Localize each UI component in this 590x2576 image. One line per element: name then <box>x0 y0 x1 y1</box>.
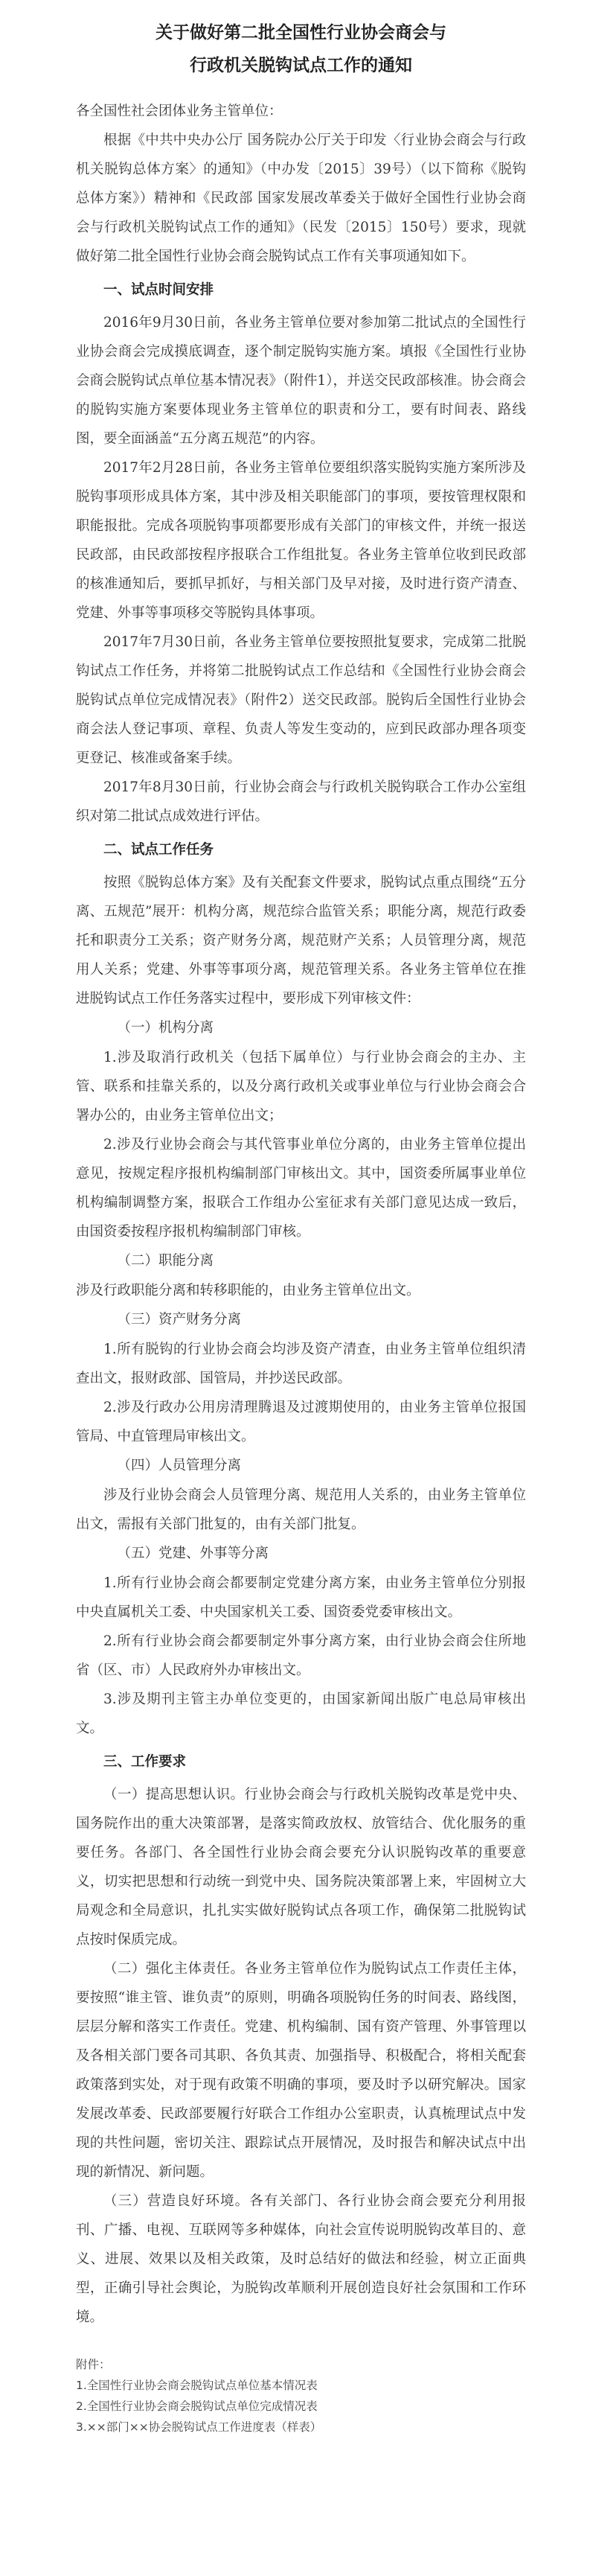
paragraph: 3.涉及期刊主管主办单位变更的，由国家新闻出版广电总局审核出文。 <box>76 1692 526 1736</box>
paragraph: 2.所有行业协会商会都要制定外事分离方案，由行业协会商会住所地省（区、市）人民政府外办审核出文。 <box>76 1633 526 1678</box>
subsection-heading: （三）资产财务分离 <box>117 1312 242 1327</box>
attachment-item[interactable]: 2.全国性行业协会商会脱钩试点单位完成情况表 <box>76 2400 318 2413</box>
paragraph: 2.涉及行业协会商会与其代管事业单位分离的，由业务主管单位提出意见，按规定程序报机构编制部门审核出文。其中，国资委所属事业单位机构编制调整方案，报联合工作组办公室征求有关部门意见达成一致后，由国资委按程序报机构编制部门审核。 <box>76 1137 526 1240</box>
paragraph: 1.所有行业协会商会都要制定党建分离方案，由业务主管单位分别报中央直属机关工委、中央国家机关工委、国资委党委审核出文。 <box>76 1575 526 1620</box>
document-title <box>76 16 526 82</box>
attachments-label: 附件： <box>76 2358 111 2371</box>
requirement-text: 各业务主管单位作为脱钩试点工作责任主体，要按照“谁主管、谁负责”的原则，明确各项脱钩任务的时间表、路线图，层层分解和落实工作责任。党建、机构编制、国有资产管理、外事管理以及各相关部门要各司其职、各负其责、加强指导、积极配合，将相关配套政策落到实处，对于现有政策不明确的事项，要及时予以研究解决。国家发展改革委、民政部要履行好联合工作组办公室职责，认真梳理试点中发现的共性问题，密切关注、跟踪试点开展情况，及时报告和解决试点中出现的新情况、新问题。 <box>76 1961 526 2180</box>
paragraph <box>76 1780 526 1954</box>
requirement-text: 各有关部门、各行业协会商会要充分利用报刊、广播、电视、互联网等多种媒体，向社会宣传说明脱钩改革目的、意义、进展、效果以及相关政策，及时总结好的做法和经验，树立正面典型，正确引导社会舆论，为脱钩改革顺利开展创造良好社会氛围和工作环境。 <box>76 2193 526 2325</box>
subsection-heading: （五）党建、外事等分离 <box>117 1546 269 1561</box>
requirement-heading: （一）提高思想认识。 <box>103 1787 245 1802</box>
subsection-heading: （一）机构分离 <box>117 1020 214 1036</box>
section-heading: 三、工作要求 <box>103 1754 187 1770</box>
paragraph <box>76 1954 526 2187</box>
paragraph: 按照《脱钩总体方案》及有关配套文件要求，脱钩试点重点围绕“五分离、五规范”展开：机构分离，规范综合监管关系；职能分离，规范行政委托和职责分工关系；资产财务分离，规范财产关系；人员管理分离，规范用人关系；党建、外事等事项分离，规范管理关系。各业务主管单位在推进脱钩试点工作任务落实过程中，要形成下列审核文件： <box>76 875 526 1007</box>
paragraph: 1.所有脱钩的行业协会商会均涉及资产清查，由业务主管单位组织清查出文，报财政部、国管局，并抄送民政部。 <box>76 1342 526 1386</box>
subsection-heading: （四）人员管理分离 <box>117 1458 242 1473</box>
requirement-text: 行业协会商会与行政机关脱钩改革是党中央、国务院作出的重大决策部署，是落实简政放权、放管结合、优化服务的重要任务。各部门、各全国性行业协会商会要充分认识脱钩改革的重要意义，切实把思想和行动统一到党中央、国务院决策部署上来，牢固树立大局观念和全局意识，扎扎实实做好脱钩试点各项工作，确保第二批脱钩试点按时保质完成。 <box>76 1787 526 1948</box>
title-line-1: 关于做好第二批全国性行业协会商会与 <box>155 22 446 42</box>
paragraph: 2017年7月30日前，各业务主管单位要按照批复要求，完成第二批脱钩试点工作任务，并将第二批脱钩试点工作总结和《全国性行业协会商会脱钩试点单位完成情况表》（附件2）送交民政部。脱钩后全国性行业协会商会法人登记事项、章程、负责人等发生变动的，应到民政部办理各项变更登记、核准或备案手续。 <box>76 634 526 766</box>
section-heading: 二、试点工作任务 <box>103 842 214 858</box>
intro-paragraph: 根据《中共中央办公厅 国务院办公厅关于印发〈行业协会商会与行政机关脱钩总体方案〉的通知》（中办发〔2015〕39号）（以下简称《脱钩总体方案》）精神和《民政部 国家发展改革委关于做好全国性行业协会商会与行政机关脱钩试点工作的通知》（民发〔2015〕150号）要求，现就做好第二批全国性行业协会商会脱钩试点工作有关事项通知如下。 <box>76 133 526 264</box>
paragraph: 2.涉及行政办公用房清理腾退及过渡期使用的，由业务主管单位报国管局、中直管理局审核出文。 <box>76 1400 526 1444</box>
paragraph: 2016年9月30日前，各业务主管单位要对参加第二批试点的全国性行业协会商会完成摸底调查，逐个制定脱钩实施方案。填报《全国性行业协会商会脱钩试点单位基本情况表》（附件1），并送交民政部核准。协会商会的脱钩实施方案要体现业务主管单位的职责和分工，要有时间表、路线图，要全面涵盖“五分离五规范”的内容。 <box>76 315 526 447</box>
requirement-heading: （二）强化主体责任。 <box>103 1961 245 1977</box>
paragraph: 涉及行政职能分离和转移职能的，由业务主管单位出文。 <box>76 1283 420 1298</box>
paragraph: 1.涉及取消行政机关（包括下属单位）与行业协会商会的主办、主管、联系和挂靠关系的，以及分离行政机关或事业单位与行业协会商会合署办公的，由业务主管单位出文； <box>76 1050 526 1123</box>
section-heading: 一、试点时间安排 <box>103 282 214 298</box>
attachment-item[interactable]: 3.××部门××协会脱钩试点工作进度表（样表） <box>76 2420 322 2434</box>
requirement-heading: （三）营造良好环境。 <box>103 2193 250 2209</box>
paragraph: 2017年2月28日前，各业务主管单位要组织落实脱钩实施方案所涉及脱钩事项形成具体方案，其中涉及相关职能部门的事项，要按管理权限和职能报批。完成各项脱钩事项都要形成有关部门的审核文件，并统一报送民政部，由民政部按程序报联合工作组批复。各业务主管单位收到民政部的核准通知后，要抓早抓好，与相关部门及早对接，及时进行资产清查、党建、外事等事项移交等脱钩具体事项。 <box>76 460 526 621</box>
paragraph <box>76 2187 526 2332</box>
paragraph: 涉及行业协会商会人员管理分离、规范用人关系的，由业务主管单位出文，需报有关部门批复的，由有关部门批复。 <box>76 1488 526 1532</box>
subsection-heading: （二）职能分离 <box>117 1253 214 1269</box>
attachments <box>76 2354 526 2438</box>
salutation: 各全国性社会团体业务主管单位： <box>76 103 283 119</box>
paragraph: 2017年8月30日前，行业协会商会与行政机关脱钩联合工作办公室组织对第二批试点成效进行评估。 <box>76 780 526 824</box>
title-line-2: 行政机关脱钩试点工作的通知 <box>190 55 412 75</box>
attachment-item[interactable]: 1.全国性行业协会商会脱钩试点单位基本情况表 <box>76 2379 318 2392</box>
